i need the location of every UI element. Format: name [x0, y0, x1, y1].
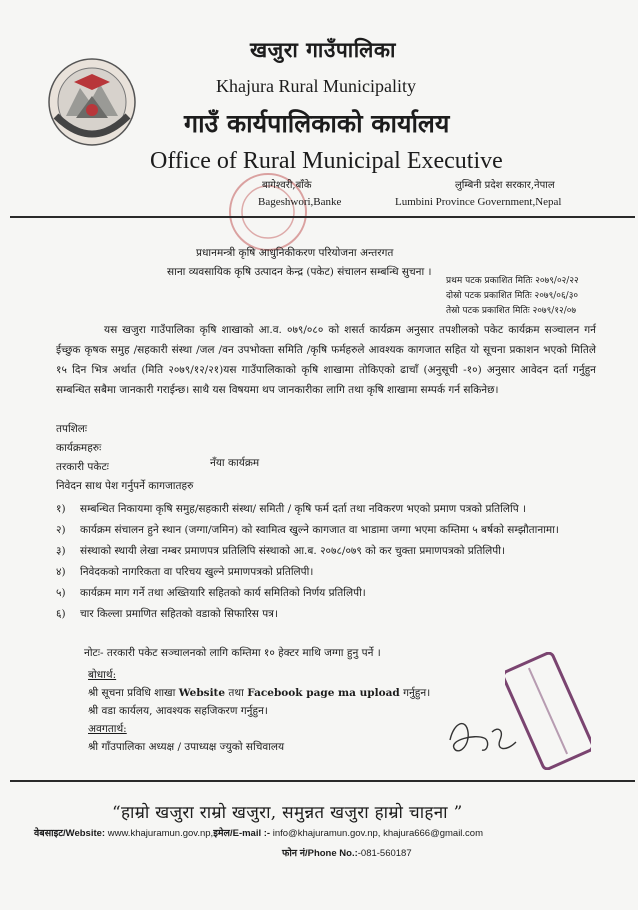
packet-label: तरकारी पकेटः — [56, 461, 109, 473]
documents-list — [56, 500, 596, 626]
address-en: Bageshwori,Banke — [258, 196, 342, 208]
cc-ward-office: श्री वडा कार्यलय, आवश्यक सहजिकरण गर्नुहुन। — [88, 705, 268, 717]
list-item-text: कार्यक्रम माग गर्ने तथा अख्तियारि सहितको कार्य समितिको निर्णय प्रतिलिपी। — [80, 587, 366, 599]
pub-date-first: प्रथम पटक प्रकाशित मितिः २०७९/०२/२२ — [446, 276, 579, 286]
list-item — [56, 521, 596, 540]
website-link[interactable]: www.khajuramun.gov.np, — [105, 828, 214, 839]
list-item — [56, 563, 596, 582]
address-np: बागेश्वरी,बाँके — [262, 180, 312, 191]
new-program: नँया कार्यक्रम — [210, 457, 260, 469]
list-item-text: संस्थाको स्थायी लेखा नम्बर प्रमाणपत्र प्रतिलिपि संस्थाको आ.ब. २०७८/०७९ को कर चुक्ता प्रमाणपत्रको प्रतिलिपी। — [80, 545, 505, 557]
municipality-name-en: Khajura Rural Municipality — [216, 76, 416, 96]
cc-it-and: तथा — [225, 687, 248, 699]
notice-heading-line1: प्रधानमन्त्री कृषि आधुनिकीकरण परियोजना अन्तरगत — [196, 247, 394, 259]
notice-paragraph: यस खजुरा गाउँपालिका कृषि शाखाको आ.व. ०७९/०८० को शसर्त कार्यक्रम अनुसार तपशीलको पकेट कार्यक्रम सञ्चालन गर्न ईच्छुक कृषक समुह /सहकारी संस्था /जल /वन उपभोक्ता समिति /कृषि फर्महरुले आवश्यक कागजात सहित यो सूचना प्रकाशन भएको मितिले १५ दिन भित्र अर्थात (मिति २०७९/१२/२१)यस गाउँपालिकाको कृषि शाखामा तोकिएको ढाचाँ (अनुसूची -१०) अनुसार आवेदन दर्ता गर्नुहुन सम्बन्धित सबैमा जानकारी गराईन्छ। साथै यस विषयमा थप जानकारीका लागि तथा कृषि शाखामा सम्पर्क गर्न सकिनेछ। — [56, 324, 596, 396]
province-np: लुम्बिनी प्रदेश सरकार,नेपाल — [455, 180, 555, 191]
phone-value: -081-560187 — [357, 848, 412, 859]
cc-it-facebook: Facebook page ma upload — [247, 687, 400, 699]
programs-label: कार्यक्रमहरुः — [56, 442, 102, 454]
cc-it-section — [88, 686, 430, 700]
cc-chairman-office: श्री गाँउपालिका अध्यक्ष / उपाध्यक्ष ज्युको सचिवालय — [88, 741, 285, 753]
list-item-number: ५) — [56, 587, 66, 599]
list-item-number: २) — [56, 524, 66, 536]
footer-divider — [10, 780, 635, 782]
list-item — [56, 605, 596, 624]
footer-phone — [282, 846, 412, 859]
officer-stamp — [505, 652, 591, 770]
cc-it-end: गर्नुहुन। — [399, 687, 431, 699]
list-item — [56, 500, 596, 519]
cc-awareness-label: अवगतार्थ: — [88, 723, 127, 735]
email-link[interactable]: info@khajuramun.gov.np, khajura666@gmail.com — [270, 828, 484, 839]
list-item-number: ४) — [56, 566, 66, 578]
website-label: वेबसाइट/Website: — [34, 828, 106, 839]
header-divider — [10, 216, 635, 218]
municipality-name-np: खजुरा गाउँपालिका — [250, 37, 396, 62]
office-name-en: Office of Rural Municipal Executive — [150, 148, 503, 174]
office-name-np: गाउँ कार्यपालिकाको कार्यालय — [184, 109, 450, 138]
publication-dates — [446, 274, 636, 319]
list-item — [56, 542, 596, 561]
notice-heading-line2: साना व्यवसायिक कृषि उत्पादन केन्द्र (पकेट) संचालन सम्बन्धि सुचना । — [167, 266, 432, 278]
cc-info-label: बोधार्थ: — [88, 669, 117, 681]
list-item-text: निवेदकको नागरिकता वा परिचय खुल्ने प्रमाणपत्रको प्रतिलिपी। — [80, 566, 314, 578]
footer-contact — [34, 826, 483, 839]
footer-slogan: “हाम्रो खजुरा राम्रो खजुरा, समुन्नत खजुरा हाम्रो चाहना ” — [112, 803, 463, 823]
phone-label: फोन नं/Phone No.: — [282, 848, 358, 859]
list-item-number: ३) — [56, 545, 66, 557]
pub-date-third: तेस्रो पटक प्रकाशित मितिः २०७९/१२/०७ — [446, 306, 577, 316]
documents-label: निवेदन साथ पेश गर्नुपर्ने कागजातहरु — [56, 480, 194, 492]
details-label: तपशिलः — [56, 423, 88, 435]
list-item-number: १) — [56, 503, 66, 515]
pub-date-second: दोस्रो पटक प्रकाशित मितिः २०७९/०६/३० — [446, 291, 579, 301]
list-item — [56, 584, 596, 603]
list-item-text: कार्यक्रम संचालन हुने स्थान (जग्गा/जमिन) को स्वामित्व खुल्ने कागजात वा भाडामा जग्गा भएमा कम्तिमा ५ बर्षको सम्झौतानामा। — [80, 524, 559, 536]
list-item-number: ६) — [56, 608, 66, 620]
list-item-text: सम्बन्धित निकायमा कृषि समुह/सहकारी संस्था/ समिती / कृषि फर्म दर्ता तथा नविकरण भएको प्रमाण पत्रको प्रतिलिपि । — [80, 503, 527, 515]
cc-it-website: Website — [178, 687, 226, 699]
note-text: नोटः- तरकारी पकेट सञ्चालनको लागि कम्तिमा १० हेक्टर माथि जग्गा हुनु पर्ने । — [84, 647, 381, 659]
email-label: इमेल/E-mail :- — [213, 828, 271, 839]
cc-it-text: श्री सूचना प्रविधि शाखा — [88, 687, 179, 699]
province-en: Lumbini Province Government,Nepal — [395, 196, 562, 208]
nepal-emblem-icon — [46, 56, 138, 148]
list-item-text: चार किल्ला प्रमाणित सहितको वडाको सिफारिस पत्र। — [80, 608, 278, 620]
